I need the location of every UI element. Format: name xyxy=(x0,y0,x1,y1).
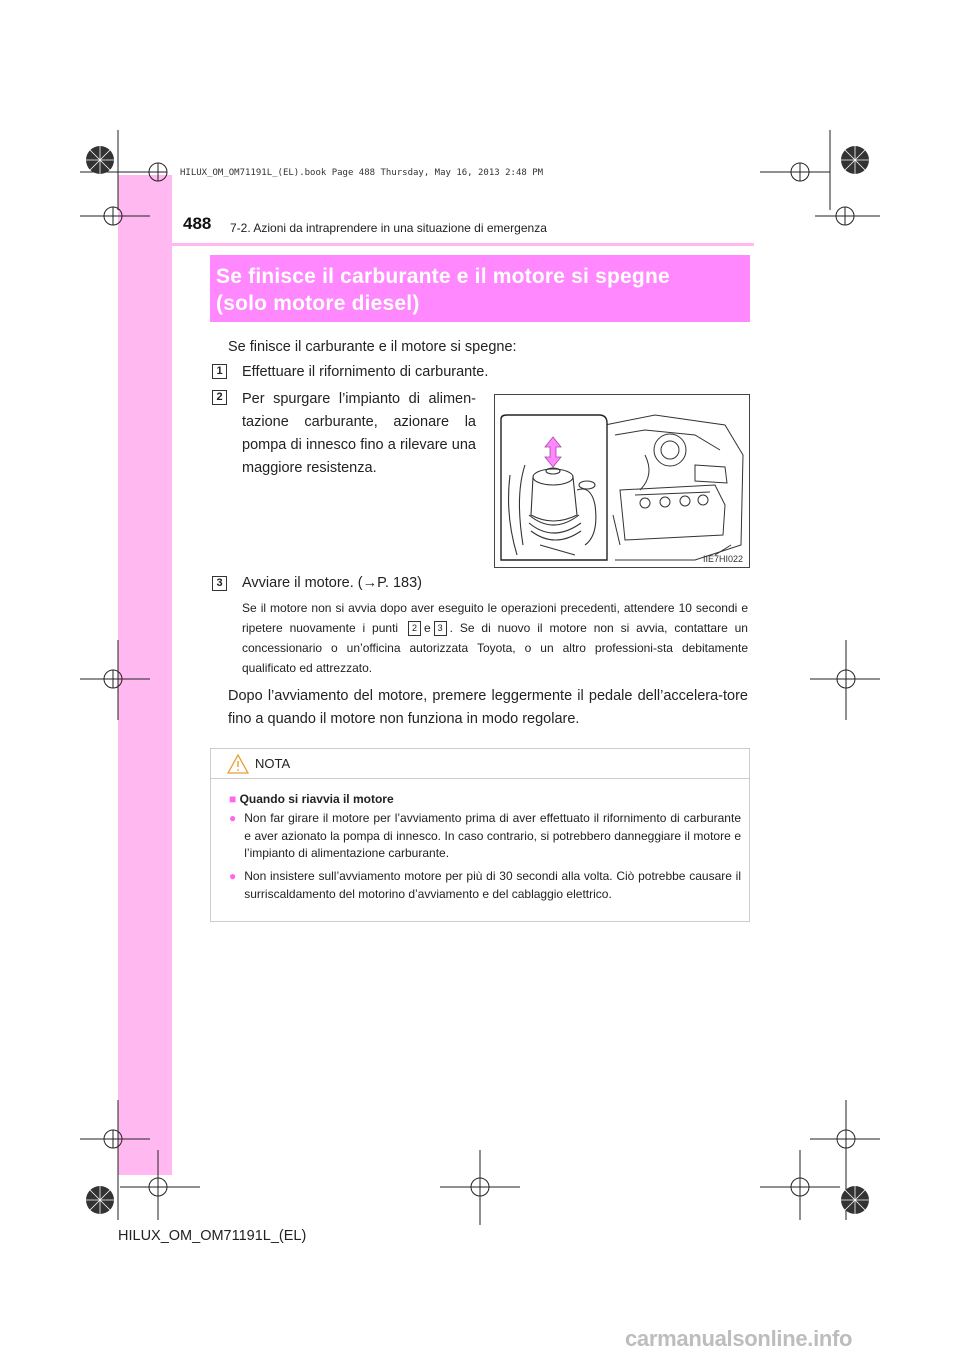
after-start-text: Dopo l’avviamento del motore, premere leggermente il pedale dell’accelera-tore fino a quando il motore non funziona in modo regolare. xyxy=(228,688,748,727)
bullet-dot-icon: ● xyxy=(229,811,237,825)
square-bullet-icon: ■ xyxy=(229,792,237,806)
section-title: 7-2. Azioni da intraprendere in una situazione di emergenza xyxy=(230,221,547,235)
heading-line-2: (solo motore diesel) xyxy=(216,292,420,315)
note-connector: e xyxy=(423,621,431,635)
nota-subtitle-text: Quando si riavvia il motore xyxy=(239,792,394,806)
step-3-text: Avviare il motore. (→P. 183) xyxy=(242,575,422,591)
step-1-text: Effettuare il rifornimento di carburante. xyxy=(242,364,489,380)
nota-bullet-2-text: Non insistere sull’avviamento motore per più di 30 secondi alla volta. Ciò potrebbe causare il surriscaldamento del motorino d’avviamento e del cablaggio elettrico. xyxy=(244,869,741,901)
step-2-text: Per spurgare l’impianto di alimen-tazione carburante, azionare la pompa di innesco fino a rilevare una maggiore resistenza. xyxy=(242,391,476,476)
ref-step-3: 3 xyxy=(434,621,447,636)
bullet-dot-icon: ● xyxy=(229,869,237,883)
nota-label: NOTA xyxy=(255,756,291,771)
note-part-2: . Se di nuovo il motore non si avvia, contattare un concessionario o un’officina autorizzata Toyota, o un altro professioni-sta debitamente qualificato ed attrezzato. xyxy=(242,621,748,675)
step-badge-2: 2 xyxy=(212,390,227,405)
step-badge-3: 3 xyxy=(212,576,227,591)
print-info: HILUX_OM_OM71191L_(EL).book Page 488 Thursday, May 16, 2013 2:48 PM xyxy=(180,168,544,178)
page-number: 488 xyxy=(183,214,212,233)
intro-text: Se finisce il carburante e il motore si spegne: xyxy=(228,339,517,355)
nota-bullet-1-text: Non far girare il motore per l’avviamento prima di aver effettuato il rifornimento di carburante e aver azionato la pompa di innesco. In caso contrario, si potrebbero danneggiare il motore e l’impianto di alimentazione carburante. xyxy=(244,811,741,860)
step-badge-1: 1 xyxy=(212,364,227,379)
footer-code: HILUX_OM_OM71191L_(EL) xyxy=(118,1228,307,1244)
note-part-1: Se il motore non si avvia dopo aver eseguito le operazioni precedenti, attendere 10 secondi e ripetere nuovamente i punti xyxy=(242,601,748,635)
figure-code: IIE7HI022 xyxy=(702,554,743,564)
heading-line-1: Se finisce il carburante e il motore si spegne xyxy=(216,265,670,288)
ref-step-2: 2 xyxy=(408,621,421,636)
footer-watermark: carmanualsonline.info xyxy=(625,1326,853,1351)
